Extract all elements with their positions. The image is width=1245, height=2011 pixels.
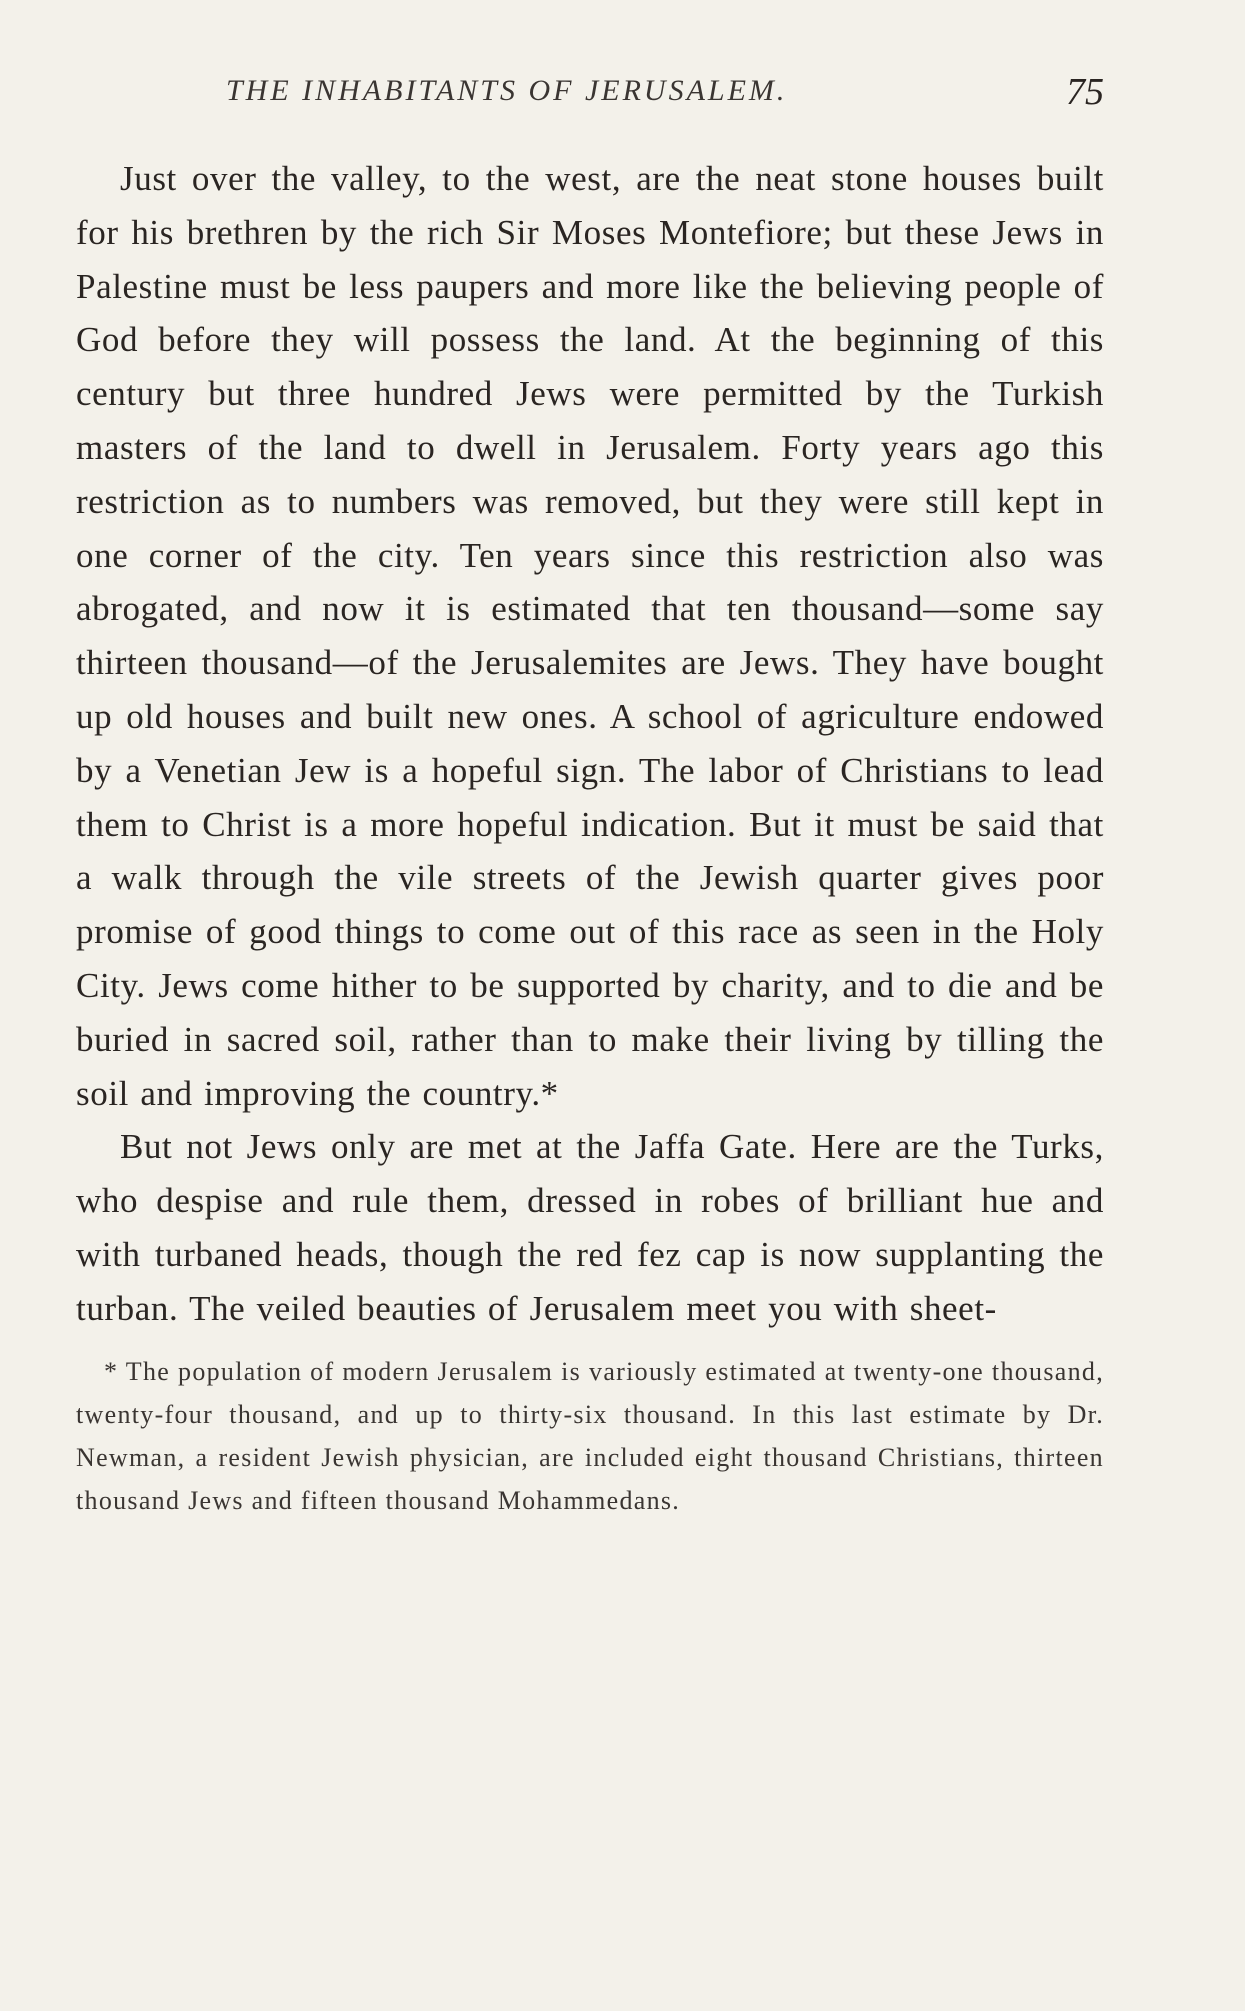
paragraph: But not Jews only are met at the Jaffa Gate. Here are the Turks, who despise and rule them, dressed in robes of brilliant hue and with turbaned heads, though the red fez cap is now supplanting the turban. The veiled beauties of Jerusalem meet you with sheet- <box>76 1127 1104 1328</box>
book-page <box>76 70 1104 1522</box>
body-text <box>76 152 1104 1336</box>
paragraph: Just over the valley, to the west, are the neat stone houses built for his brethren by the rich Sir Moses Montefiore; but these Jews in Palestine must be less paupers and more like the believing people of God before they will possess the land. At the beginning of this century but three hundred Jews were permitted by the Turkish masters of the land to dwell in Jerusalem. Forty years ago this restriction as to numbers was removed, but they were still kept in one corner of the city. Ten years since this restriction also was abrogated, and now it is estimated that ten thousand—some say thirteen thousand—of the Jerusalemites are Jews. They have bought up old houses and built new ones. A school of agriculture endowed by a Venetian Jew is a hopeful sign. The labor of Christians to lead them to Christ is a more hopeful indication. But it must be said that a walk through the vile streets of the Jewish quarter gives poor promise of good things to come out of this race as seen in the Holy City. Jews come hither to be supported by charity, and to die and be buried in sacred soil, rather than to make their living by tilling the soil and improving the country.* <box>76 159 1104 1113</box>
page-header <box>76 70 1104 130</box>
page-number: 75 <box>1066 71 1104 113</box>
running-head: THE INHABITANTS OF JERUSALEM. <box>226 74 788 107</box>
footnote <box>76 1350 1104 1522</box>
footnote-text: * The population of modern Jerusalem is variously estimated at twenty-one thousand, twenty-four thousand, and up to thirty-six thousand. In this last estimate by Dr. Newman, a resident Jewish physician, are included eight thousand Christians, thirteen thousand Jews and fifteen thousand Mohammedans. <box>76 1356 1104 1515</box>
